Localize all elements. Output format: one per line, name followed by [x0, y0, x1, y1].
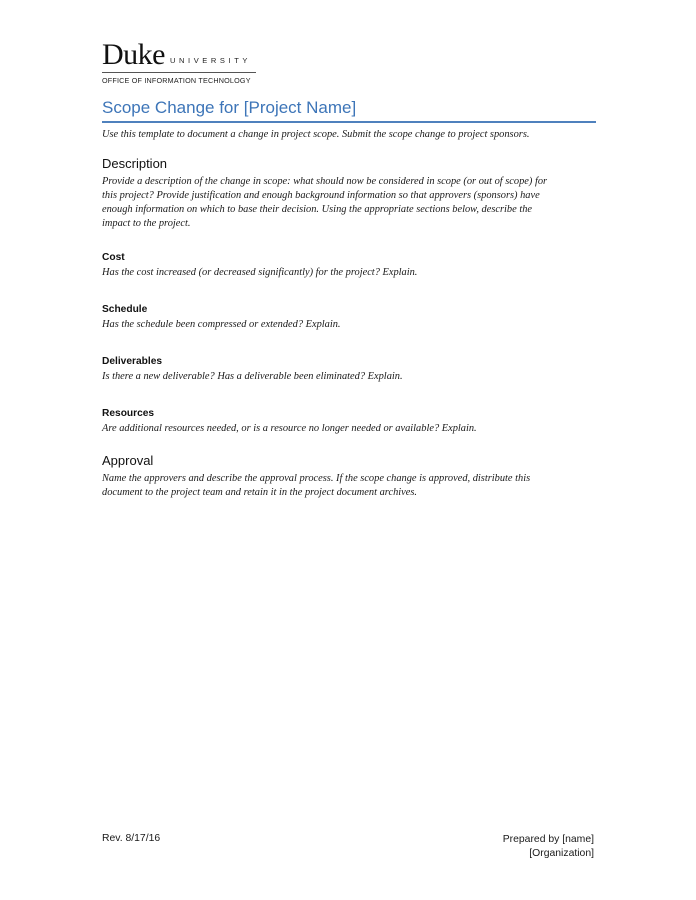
footer-revision: Rev. 8/17/16 [102, 833, 161, 844]
logo-office-name: OFFICE OF INFORMATION TECHNOLOGY [102, 76, 251, 85]
logo-divider [102, 72, 256, 73]
description-line: Provide a description of the change in scope: what should now be considered in scope (or out of scope) for [102, 176, 548, 187]
deliverables-text: Is there a new deliverable? Has a deliverable been eliminated? Explain. [102, 371, 403, 382]
deliverables-section [102, 356, 596, 384]
schedule-heading: Schedule [102, 304, 148, 315]
logo-university: UNIVERSITY [169, 56, 251, 65]
description-line: impact to the project. [102, 218, 191, 229]
logo-wordmark-row [102, 38, 262, 71]
duke-oit-logo [102, 38, 262, 85]
approval-section [102, 453, 596, 500]
intro-text: Use this template to document a change in project scope. Submit the scope change to project sponsors. [102, 129, 530, 140]
description-line: this project? Provide justification and enough background information so that approvers (sponsors) have [102, 190, 540, 201]
description-section [102, 156, 596, 231]
approval-line: Name the approvers and describe the approval process. If the scope change is approved, distribute this [102, 473, 531, 484]
approval-heading: Approval [102, 453, 154, 468]
footer-prepared-by: Prepared by [name] [502, 834, 594, 845]
document-title: Scope Change for [Project Name] [102, 98, 596, 123]
resources-text: Are additional resources needed, or is a resource no longer needed or available? Explain. [102, 423, 477, 434]
resources-heading: Resources [102, 408, 155, 419]
footer-organization: [Organization] [529, 848, 594, 859]
description-heading: Description [102, 156, 168, 171]
approval-line: document to the project team and retain it in the project document archives. [102, 487, 418, 498]
resources-section [102, 408, 596, 436]
schedule-section [102, 304, 596, 332]
schedule-text: Has the schedule been compressed or extended? Explain. [102, 319, 341, 330]
cost-section [102, 252, 596, 280]
description-line: enough information on which to base their decision. Using the appropriate sections below, describe the [102, 204, 533, 215]
description-body [102, 175, 596, 231]
approval-body [102, 472, 596, 500]
logo-wordmark: Duke [102, 38, 165, 71]
footer-prepared [503, 833, 594, 861]
cost-heading: Cost [102, 252, 125, 263]
cost-text: Has the cost increased (or decreased significantly) for the project? Explain. [102, 267, 418, 278]
deliverables-heading: Deliverables [102, 356, 163, 367]
